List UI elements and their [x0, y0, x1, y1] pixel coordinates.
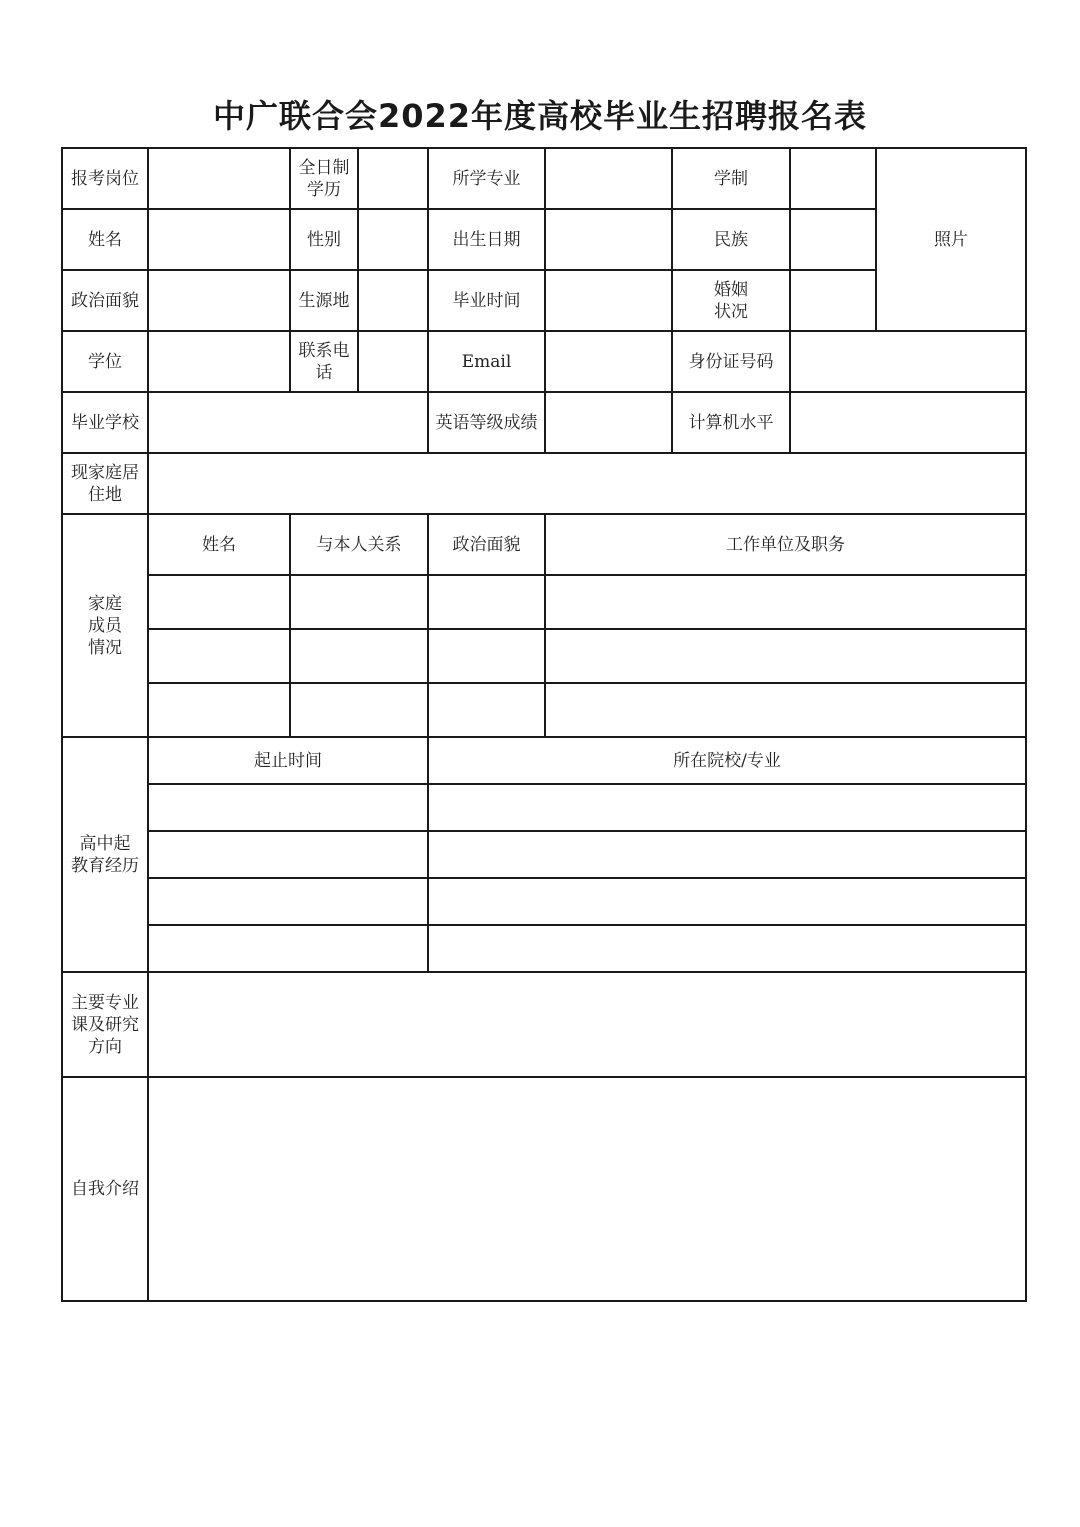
ethnicity-field[interactable]	[790, 209, 876, 270]
form-row-6	[62, 453, 1026, 514]
family-relation-cell[interactable]	[290, 629, 428, 683]
education-school-cell[interactable]	[428, 925, 1026, 972]
label-id-number: 身份证号码	[672, 331, 790, 392]
education-period-cell[interactable]	[148, 831, 428, 878]
label-education-history: 高中起 教育经历	[62, 737, 148, 972]
position-field[interactable]	[148, 148, 290, 209]
label-name: 姓名	[62, 209, 148, 270]
education-header-row	[62, 737, 1026, 784]
computer-field[interactable]	[790, 392, 1026, 453]
home-address-field[interactable]	[148, 453, 1026, 514]
label-political-status: 政治面貌	[62, 270, 148, 331]
education-col-period: 起止时间	[148, 737, 428, 784]
family-relation-cell[interactable]	[290, 683, 428, 737]
label-home-address: 现家庭居 住地	[62, 453, 148, 514]
label-marital-status: 婚姻 状况	[672, 270, 790, 331]
label-origin: 生源地	[290, 270, 358, 331]
education-period-cell[interactable]	[148, 925, 428, 972]
family-col-political: 政治面貌	[428, 514, 545, 575]
email-field[interactable]	[545, 331, 672, 392]
label-ethnicity: 民族	[672, 209, 790, 270]
family-relation-cell[interactable]	[290, 575, 428, 629]
form-title: 中广联合会2022年度高校毕业生招聘报名表	[212, 97, 868, 135]
label-self-intro: 自我介绍	[62, 1077, 148, 1301]
phone-field[interactable]	[358, 331, 428, 392]
id-number-field[interactable]	[790, 331, 1026, 392]
application-form-table	[61, 147, 1027, 1302]
family-name-cell[interactable]	[148, 575, 290, 629]
education-school-cell[interactable]	[428, 878, 1026, 925]
major-field[interactable]	[545, 148, 672, 209]
political-status-field[interactable]	[148, 270, 290, 331]
label-major: 所学专业	[428, 148, 545, 209]
family-row	[62, 683, 1026, 737]
family-col-work: 工作单位及职务	[545, 514, 1026, 575]
family-work-cell[interactable]	[545, 575, 1026, 629]
gender-field[interactable]	[358, 209, 428, 270]
label-email: Email	[428, 331, 545, 392]
education-school-cell[interactable]	[428, 784, 1026, 831]
self-intro-row	[62, 1077, 1026, 1301]
family-political-cell[interactable]	[428, 575, 545, 629]
label-main-courses: 主要专业 课及研究 方向	[62, 972, 148, 1077]
label-family-members: 家庭 成员 情况	[62, 514, 148, 737]
family-name-cell[interactable]	[148, 629, 290, 683]
family-header-row	[62, 514, 1026, 575]
label-english: 英语等级成绩	[428, 392, 545, 453]
label-degree: 学位	[62, 331, 148, 392]
label-schooling-length: 学制	[672, 148, 790, 209]
main-courses-field[interactable]	[148, 972, 1026, 1077]
form-row-5	[62, 392, 1026, 453]
family-row	[62, 629, 1026, 683]
label-graduation-time: 毕业时间	[428, 270, 545, 331]
birth-date-field[interactable]	[545, 209, 672, 270]
family-work-cell[interactable]	[545, 629, 1026, 683]
name-field[interactable]	[148, 209, 290, 270]
education-col-school: 所在院校/专业	[428, 737, 1026, 784]
education-period-cell[interactable]	[148, 784, 428, 831]
origin-field[interactable]	[358, 270, 428, 331]
education-row	[62, 878, 1026, 925]
label-position: 报考岗位	[62, 148, 148, 209]
schooling-length-field[interactable]	[790, 148, 876, 209]
photo-box[interactable]: 照片	[876, 148, 1026, 331]
education-school-cell[interactable]	[428, 831, 1026, 878]
fulltime-degree-field[interactable]	[358, 148, 428, 209]
family-name-cell[interactable]	[148, 683, 290, 737]
self-intro-field[interactable]	[148, 1077, 1026, 1301]
family-work-cell[interactable]	[545, 683, 1026, 737]
family-col-relation: 与本人关系	[290, 514, 428, 575]
form-row-1	[62, 148, 1026, 209]
courses-row	[62, 972, 1026, 1077]
label-fulltime-degree: 全日制 学历	[290, 148, 358, 209]
family-political-cell[interactable]	[428, 683, 545, 737]
label-gender: 性别	[290, 209, 358, 270]
school-field[interactable]	[148, 392, 428, 453]
label-computer: 计算机水平	[672, 392, 790, 453]
form-row-4	[62, 331, 1026, 392]
education-period-cell[interactable]	[148, 878, 428, 925]
marital-status-field[interactable]	[790, 270, 876, 331]
label-birth-date: 出生日期	[428, 209, 545, 270]
label-phone: 联系电 话	[290, 331, 358, 392]
family-political-cell[interactable]	[428, 629, 545, 683]
graduation-time-field[interactable]	[545, 270, 672, 331]
english-field[interactable]	[545, 392, 672, 453]
education-row	[62, 831, 1026, 878]
family-col-name: 姓名	[148, 514, 290, 575]
education-row	[62, 784, 1026, 831]
education-row	[62, 925, 1026, 972]
degree-field[interactable]	[148, 331, 290, 392]
label-school: 毕业学校	[62, 392, 148, 453]
family-row	[62, 575, 1026, 629]
